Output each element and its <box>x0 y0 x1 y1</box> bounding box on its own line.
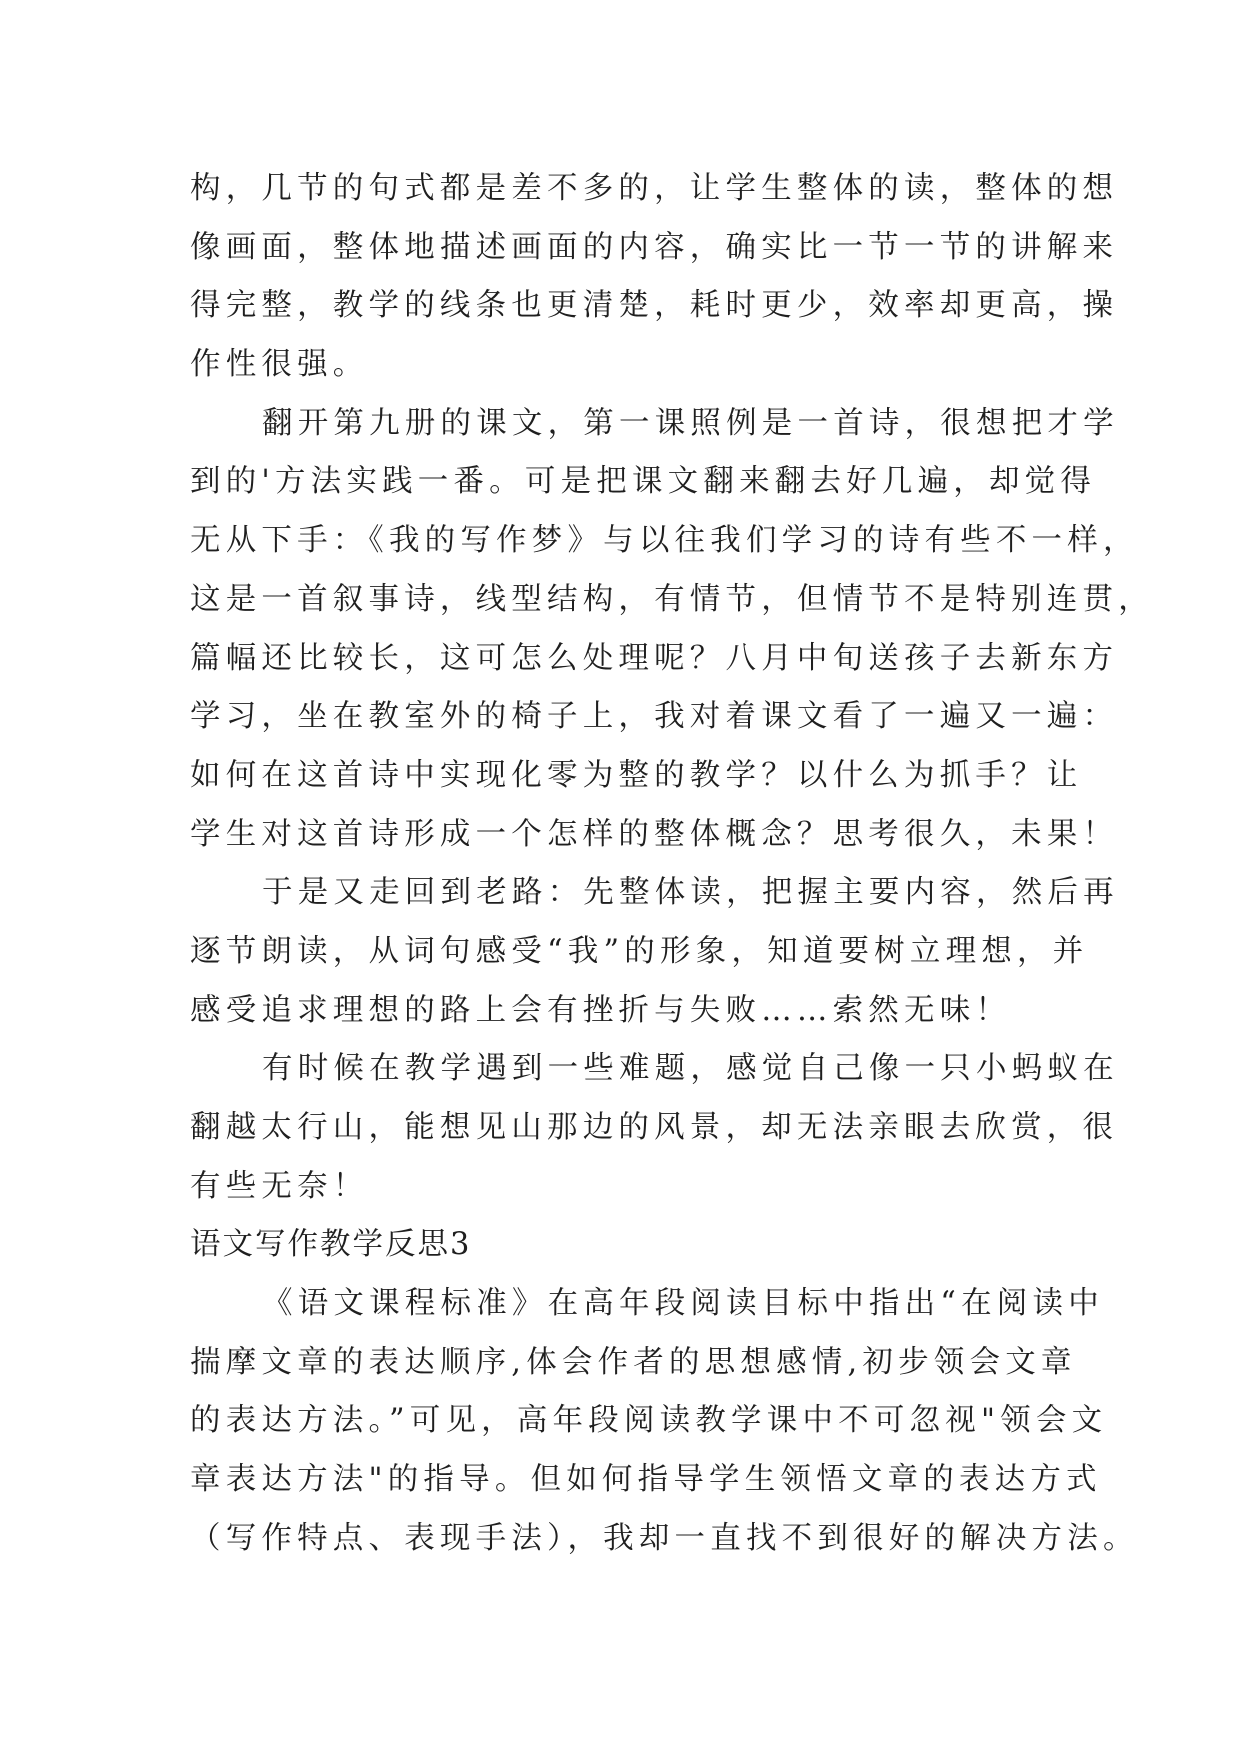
paragraph-line: （写作特点、表现手法），我却一直找不到很好的解决方法。 <box>190 1520 1139 1556</box>
paragraph-line: 到的'方法实践一番。可是把课文翻来翻去好几遍，却觉得 <box>190 464 1097 500</box>
paragraph-line: 的表达方法。”可见，高年段阅读教学课中不可忽视"领会文 <box>190 1403 1108 1439</box>
paragraph-1 <box>190 160 1119 395</box>
paragraph-line: 有时候在教学遇到一些难题，感觉自己像一只小蚂蚁在 <box>262 1051 1119 1087</box>
paragraph-line: 章表达方法"的指导。但如何指导学生领悟文章的表达方式 <box>190 1462 1102 1498</box>
paragraph-line: 像画面，整体地描述画面的内容，确实比一节一节的讲解来 <box>190 229 1119 265</box>
paragraph-line: 篇幅还比较长，这可怎么处理呢？八月中旬送孩子去新东方 <box>190 640 1119 676</box>
paragraph-line: 翻越太行山，能想见山那边的风景，却无法亲眼去欣赏，很 <box>190 1110 1119 1145</box>
paragraph-line: 揣摩文章的表达顺序,体会作者的思想感情,初步领会文章 <box>190 1344 1077 1380</box>
paragraph-line: 学生对这首诗形成一个怎样的整体概念？思考很久，未果！ <box>190 816 1119 852</box>
paragraph-4 <box>190 1040 1119 1216</box>
paragraph-line: 翻开第九册的课文，第一课照例是一首诗，很想把才学 <box>262 405 1119 441</box>
paragraph-line: 学习，坐在教室外的椅子上，我对着课文看了一遍又一遍： <box>190 699 1119 735</box>
paragraph-line: 作性很强。 <box>190 347 369 383</box>
paragraph-3 <box>190 864 1119 1040</box>
paragraph-line: 构，几节的句式都是差不多的，让学生整体的读，整体的想 <box>190 171 1119 206</box>
paragraph-5 <box>190 1275 1139 1568</box>
paragraph-line: 无从下手：《我的写作梦》与以往我们学习的诗有些不一样， <box>190 523 1139 559</box>
document-body <box>190 160 1154 1569</box>
paragraph-line: 《语文课程标准》在高年段阅读目标中指出“在阅读中 <box>262 1286 1104 1322</box>
paragraph-line: 这是一首叙事诗，线型结构，有情节，但情节不是特别连贯， <box>190 581 1154 617</box>
section-heading: 语文写作教学反思3 <box>190 1227 472 1263</box>
paragraph-2 <box>190 395 1154 865</box>
paragraph-line: 逐节朗读，从词句感受“我”的形象，知道要树立理想，并 <box>190 933 1089 969</box>
paragraph-line: 如何在这首诗中实现化零为整的教学？以什么为抓手？让 <box>190 757 1083 793</box>
paragraph-line: 得完整，教学的线条也更清楚，耗时更少，效率却更高，操 <box>190 288 1119 324</box>
paragraph-line: 感受追求理想的路上会有挫折与失败……索然无味！ <box>190 992 1012 1028</box>
paragraph-line: 有些无奈！ <box>190 1168 369 1204</box>
paragraph-line: 于是又走回到老路：先整体读，把握主要内容，然后再 <box>262 875 1119 911</box>
